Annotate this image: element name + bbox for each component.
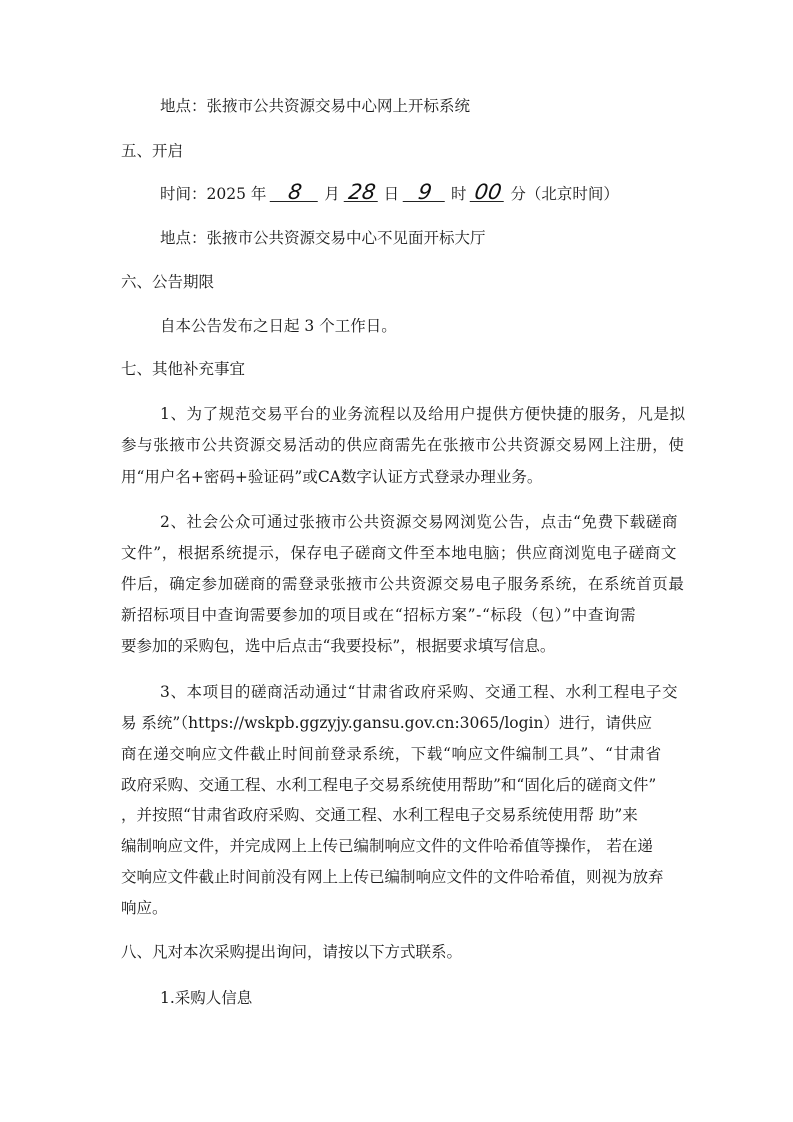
hour-unit: 时 xyxy=(451,185,467,203)
paragraph-1-line-1: 1、为了规范交易平台的业务流程以及给用户提供方便快捷的服务，凡是拟 xyxy=(160,405,686,423)
paragraph-3-line-6: 编制响应文件，并完成网上上传已编制响应文件的文件哈希值等操作， 若在递 xyxy=(121,837,653,855)
opening-location-hall: 地点：张掖市公共资源交易中心不见面开标大厅 xyxy=(160,229,486,247)
paragraph-2-line-4: 新招标项目中查询需要参加的项目或在“招标方案”-“标段（包）”中查询需 xyxy=(121,606,637,624)
handwritten-hour: 9 xyxy=(403,183,448,202)
paragraph-3-line-2: 易 系统”（https://wskpb.ggzyjy.gansu.gov.cn:3065/login）进行，请供应 xyxy=(121,714,652,732)
day-unit: 日 xyxy=(383,185,400,203)
handwritten-minute: 00 xyxy=(470,183,507,202)
paragraph-2-line-5: 要参加的采购包，选中后点击“我要投标”，根据要求填写信息。 xyxy=(121,637,556,655)
paragraph-2-line-1: 2、社会公众可通过张掖市公共资源交易网浏览公告，点击“免费下载磋商 xyxy=(160,513,679,531)
opening-location-online: 地点：张掖市公共资源交易中心网上开标系统 xyxy=(160,97,471,115)
paragraph-3-line-5: ，并按照“甘肃省政府采购、交通工程、水利工程电子交易系统使用帮 助”来 xyxy=(121,806,638,824)
paragraph-3-line-7: 交响应文件截止时间前没有网上上传已编制响应文件的文件哈希值，则视为放弃 xyxy=(121,868,664,886)
paragraph-3-line-4: 政府采购、交通工程、水利工程电子交易系统使用帮助”和“固化后的磋商文件” xyxy=(121,776,657,794)
paragraph-3-line-3: 商在递交响应文件截止时间前登录系统，下载“响应文件编制工具”、“甘肃省 xyxy=(121,745,662,763)
handwritten-month: 8 xyxy=(270,183,321,202)
paragraph-3-line-1: 3、本项目的磋商活动通过“甘肃省政府采购、交通工程、水利工程电子交 xyxy=(160,683,679,701)
paragraph-3-line-8: 响应。 xyxy=(121,899,168,917)
purchaser-info-heading: 1.采购人信息 xyxy=(160,989,253,1007)
section-heading-opening: 五、开启 xyxy=(121,142,184,160)
handwritten-day: 28 xyxy=(343,183,380,202)
section-heading-inquiries: 八、凡对本次采购提出询问，请按以下方式联系。 xyxy=(121,943,463,961)
time-prefix: 时间：2025 年 xyxy=(160,185,267,203)
paragraph-1-line-2: 参与张掖市公共资源交易活动的供应商需先在张掖市公共资源交易网上注册，使 xyxy=(121,436,685,454)
paragraph-2-line-3: 件后，确定参加磋商的需登录张掖市公共资源交易电子服务系统，在系统首页最 xyxy=(121,575,685,593)
opening-time-line xyxy=(160,180,619,204)
section-heading-notice-period: 六、公告期限 xyxy=(121,273,215,291)
paragraph-2-line-2: 文件”，根据系统提示，保存电子磋商文件至本地电脑；供应商浏览电子磋商文 xyxy=(121,544,677,562)
section-heading-other-matters: 七、其他补充事宜 xyxy=(121,360,246,378)
notice-period-text: 自本公告发布之日起 3 个工作日。 xyxy=(160,317,397,335)
minute-suffix: 分（北京时间） xyxy=(510,185,619,203)
paragraph-1-line-3: 用“用户名+密码+验证码”或CA数字认证方式登录办理业务。 xyxy=(121,468,543,486)
month-unit: 月 xyxy=(324,185,340,203)
